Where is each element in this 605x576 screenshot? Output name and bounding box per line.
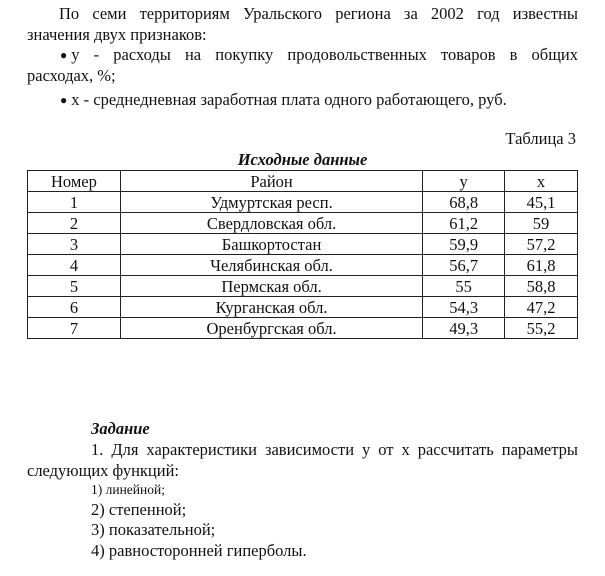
cell-y: 55 [423,276,505,297]
table-row [28,255,578,276]
bullet-x-text: х - среднедневная заработная плата одного работающего, руб. [71,90,507,109]
header-y: y [423,171,505,192]
cell-y: 61,2 [423,213,505,234]
cell-y: 68,8 [423,192,505,213]
cell-y: 59,9 [423,234,505,255]
cell-x: 61,8 [505,255,578,276]
task-line-2: следующих функций: [27,461,179,480]
cell-x: 45,1 [505,192,578,213]
bullet-y-text: у - расходы на покупку продовольственных товаров в общих [71,45,578,64]
task-title: Задание [91,419,150,438]
cell-region: Свердловская обл. [120,213,422,234]
cell-number: 3 [28,234,121,255]
cell-y: 49,3 [423,318,505,339]
cell-x: 58,8 [505,276,578,297]
task-item-hyperbola: 4) равносторонней гиперболы. [91,541,307,560]
cell-x: 47,2 [505,297,578,318]
cell-region: Оренбургская обл. [120,318,422,339]
cell-number: 5 [28,276,121,297]
cell-region: Челябинская обл. [120,255,422,276]
bullet-dot-icon: ● [60,48,68,62]
table-row [28,213,578,234]
table-title: Исходные данные [237,150,368,169]
table-row [28,297,578,318]
bullet-x [60,90,578,110]
header-number: Номер [28,171,121,192]
cell-region: Пермская обл. [120,276,422,297]
header-region: Район [120,171,422,192]
table-row [28,192,578,213]
cell-number: 4 [28,255,121,276]
bullet-y [60,45,578,65]
cell-number: 2 [28,213,121,234]
task-item-exponential: 3) показательной; [91,520,216,539]
cell-number: 7 [28,318,121,339]
intro-line-2: значения двух признаков: [27,25,207,44]
table-row [28,234,578,255]
cell-y: 56,7 [423,255,505,276]
cell-y: 54,3 [423,297,505,318]
header-x: x [505,171,578,192]
table-row [28,318,578,339]
task-item-linear: 1) линейной; [91,482,165,497]
task-line-1: 1. Для характеристики зависимости у от х рассчитать параметры [91,440,578,459]
cell-x: 59 [505,213,578,234]
table-row [28,276,578,297]
cell-region: Удмуртская респ. [120,192,422,213]
data-table [27,170,578,339]
cell-x: 55,2 [505,318,578,339]
cell-number: 6 [28,297,121,318]
cell-x: 57,2 [505,234,578,255]
table-caption: Таблица 3 [505,129,576,148]
cell-region: Курганская обл. [120,297,422,318]
cell-region: Башкортостан [120,234,422,255]
task-item-power: 2) степенной; [91,500,187,519]
table-header-row [28,171,578,192]
cell-number: 1 [28,192,121,213]
bullet-dot-icon: ● [60,93,68,107]
intro-line-1: По семи территориям Уральского региона за 2002 год известны [59,4,578,23]
bullet-y-continuation: расходах, %; [27,66,116,85]
